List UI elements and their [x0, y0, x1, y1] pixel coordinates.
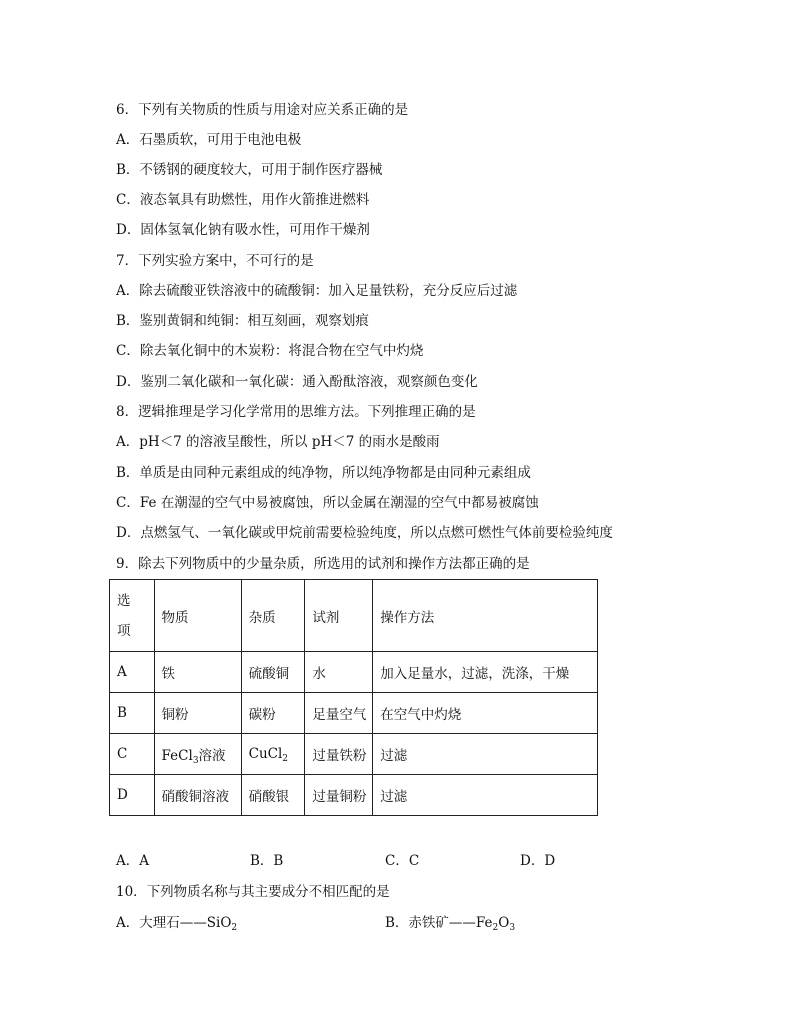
q9-stem: 9．除去下列物质中的少量杂质，所选用的试剂和操作方法都正确的是: [116, 556, 530, 572]
table-header-row: [110, 580, 598, 652]
q8-option-a: A．pH＜7 的溶液呈酸性，所以 pH＜7 的雨水是酸雨: [116, 434, 440, 450]
header-substance: 物质: [154, 580, 241, 652]
q6-option-a: A．石墨质软，可用于电池电极: [116, 132, 302, 148]
header-impurity: 杂质: [241, 580, 305, 652]
cell-substance: [154, 734, 241, 775]
table-row: [110, 775, 598, 816]
q10-option-a: [116, 914, 237, 932]
table-row: [110, 652, 598, 693]
cell-substance: 铜粉: [154, 693, 241, 734]
header-option-line2: 项: [117, 622, 131, 639]
cell-method: 过滤: [373, 734, 598, 775]
header-reagent: 试剂: [305, 580, 373, 652]
q9-choice-c: C．C: [385, 853, 420, 869]
table-row: [110, 734, 598, 775]
q6-option-c: C．液态氧具有助燃性，用作火箭推进燃料: [116, 192, 370, 208]
q8-option-b: B．单质是由同种元素组成的纯净物，所以纯净物都是由同种元素组成: [116, 465, 531, 481]
q7-option-b: B．鉴别黄铜和纯铜：相互刻画，观察划痕: [116, 313, 369, 329]
q10-option-b: [385, 914, 515, 932]
q7-option-a: A．除去硫酸亚铁溶液中的硫酸铜：加入足量铁粉，充分反应后过滤: [116, 283, 518, 299]
q9-options-table: [109, 579, 598, 816]
cell-impurity: 碳粉: [241, 693, 305, 734]
formula-element: O: [498, 915, 510, 931]
q9-choice-b: B．B: [250, 853, 284, 869]
q7-option-c: C．除去氧化铜中的木炭粉：将混合物在空气中灼烧: [116, 343, 424, 359]
q7-stem: 7．下列实验方案中，不可行的是: [116, 253, 314, 269]
header-option-line1: 选: [117, 592, 131, 609]
cell-option: A: [110, 652, 155, 693]
cell-impurity: 硫酸铜: [241, 652, 305, 693]
header-option: [110, 580, 155, 652]
cell-reagent: 过量铜粉: [305, 775, 373, 816]
cell-method: 过滤: [373, 775, 598, 816]
cell-option: B: [110, 693, 155, 734]
q8-option-c: C．Fe 在潮湿的空气中易被腐蚀，所以金属在潮湿的空气中都易被腐蚀: [116, 495, 539, 511]
q6-option-b: B．不锈钢的硬度较大，可用于制作医疗器械: [116, 162, 383, 178]
q6-option-d: D．固体氢氧化钠有吸水性，可用作干燥剂: [116, 222, 370, 238]
cell-option: D: [110, 775, 155, 816]
cell-option: C: [110, 734, 155, 775]
cell-method: 加入足量水，过滤，洗涤，干燥: [373, 652, 598, 693]
q6-stem: 6．下列有关物质的性质与用途对应关系正确的是: [116, 102, 409, 118]
formula-subscript: 2: [231, 923, 238, 933]
formula-subscript: 3: [509, 923, 516, 933]
cell-method: 在空气中灼烧: [373, 693, 598, 734]
formula-subscript: 3: [192, 756, 199, 766]
q10-option-b-text: B．赤铁矿——Fe: [385, 915, 493, 931]
q8-option-d: D．点燃氢气、一氧化碳或甲烷前需要检验纯度，所以点燃可燃性气体前要检验纯度: [116, 525, 613, 541]
formula-base: FeCl: [161, 748, 193, 764]
substance-suffix: 溶液: [198, 748, 226, 764]
formula-base: CuCl: [248, 746, 283, 762]
q9-choice-d: D．D: [520, 853, 556, 869]
header-method: 操作方法: [373, 580, 598, 652]
formula-subscript: 2: [492, 923, 499, 933]
cell-reagent: 过量铁粉: [305, 734, 373, 775]
cell-impurity: [241, 734, 305, 775]
cell-impurity: 硝酸银: [241, 775, 305, 816]
table-row: [110, 693, 598, 734]
cell-substance: 铁: [154, 652, 241, 693]
cell-reagent: 水: [305, 652, 373, 693]
q7-option-d: D．鉴别二氧化碳和一氧化碳：通入酚酞溶液，观察颜色变化: [116, 374, 478, 390]
q9-choice-a: A．A: [116, 853, 149, 869]
q10-stem: 10．下列物质名称与其主要成分不相匹配的是: [116, 884, 390, 900]
q8-stem: 8．逻辑推理是学习化学常用的思维方法。下列推理正确的是: [116, 404, 476, 420]
cell-reagent: 足量空气: [305, 693, 373, 734]
cell-substance: 硝酸铜溶液: [154, 775, 241, 816]
formula-subscript: 2: [282, 754, 289, 764]
q10-option-a-text: A．大理石——SiO: [116, 915, 232, 931]
